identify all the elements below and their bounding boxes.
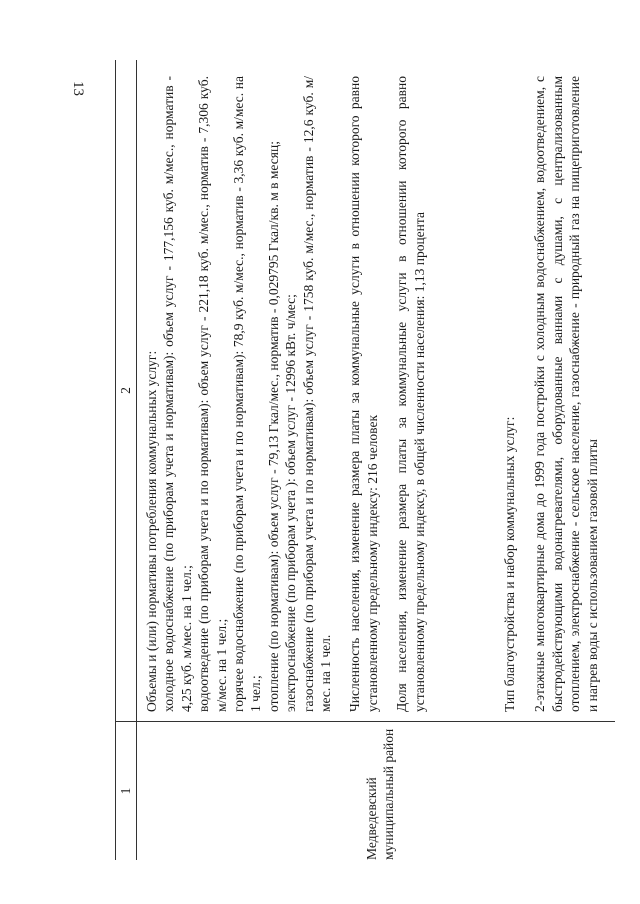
table-header-row: [115, 60, 137, 860]
share-text: Доля населения, изменение размера платы за коммунальные услуги в отношении которого равно установленному предельному индексу, в общей численности населения: 1,13 процента: [394, 76, 427, 712]
volumes-item: отопление (по нормативам): объем услуг - 79,13 Гкал/мес., норматив - 0,029795 Гкал/кв. м в месяц;: [265, 141, 281, 712]
volumes-item: газоснабжение (по приборам учета и по нормативам): объем услуг - 1758 куб. м/мес., норматив - 12,6 куб. м/мес. на 1 чел.: [300, 76, 334, 712]
population-text: Численность населения, изменение размера платы за коммунальные услуги в отношении которого равно установленному предельному индексу: 216 человек: [347, 76, 380, 712]
amenities-text: 2-этажные многоквартирные дома до 1999 года постройки с холодным водоснабжением, водоотведением, с быстродействующими водонагревателями, оборудованные ваннами с душами, с централизованным отоплением, электроснабжение - сельское население, газоснабжение - природный газ на пищеприготовление и нагрев воды с использованием газовой плиты: [532, 76, 600, 712]
volumes-item: электроснабжение (по приборам учета ): объем услуг - 12996 кВт. ч/мес;: [283, 294, 299, 712]
district-name: Медведевский муниципальный район: [364, 728, 396, 860]
header-col-2: 2: [118, 387, 133, 394]
volumes-title: Объемы и (или) нормативы потребления коммунальных услуг:: [144, 350, 159, 712]
volumes-item: горячее водоснабжение (по приборам учета и по нормативам): 78,9 куб. м/мес., норматив - 3,36 куб. м/мес. на 1 чел.;: [231, 76, 264, 712]
consumption-block: [143, 76, 440, 712]
volumes-section: [143, 76, 334, 712]
rotated-table-page: [115, 60, 615, 860]
population-section: [346, 76, 381, 712]
share-section: [393, 76, 428, 712]
amenities-title: Тип благоустройства и набор коммунальных услуг:: [501, 416, 517, 712]
amenities-block: [487, 76, 615, 712]
header-col-1: 1: [118, 787, 133, 795]
volumes-item: водоотведение (по приборам учета и по нормативам): объем услуг - 221,18 куб. м/мес., норматив - 7,306 куб. м/мес. на 1 чел.;: [196, 76, 229, 712]
volumes-item: холодное водоснабжение (по приборам учета и нормативам): объем услуг - 177,156 куб. м/мес., норматив - 4,25 куб. м/мес. на 1 чел.;: [161, 76, 194, 712]
column-divider: [115, 721, 615, 722]
page-number: 13: [70, 81, 86, 96]
